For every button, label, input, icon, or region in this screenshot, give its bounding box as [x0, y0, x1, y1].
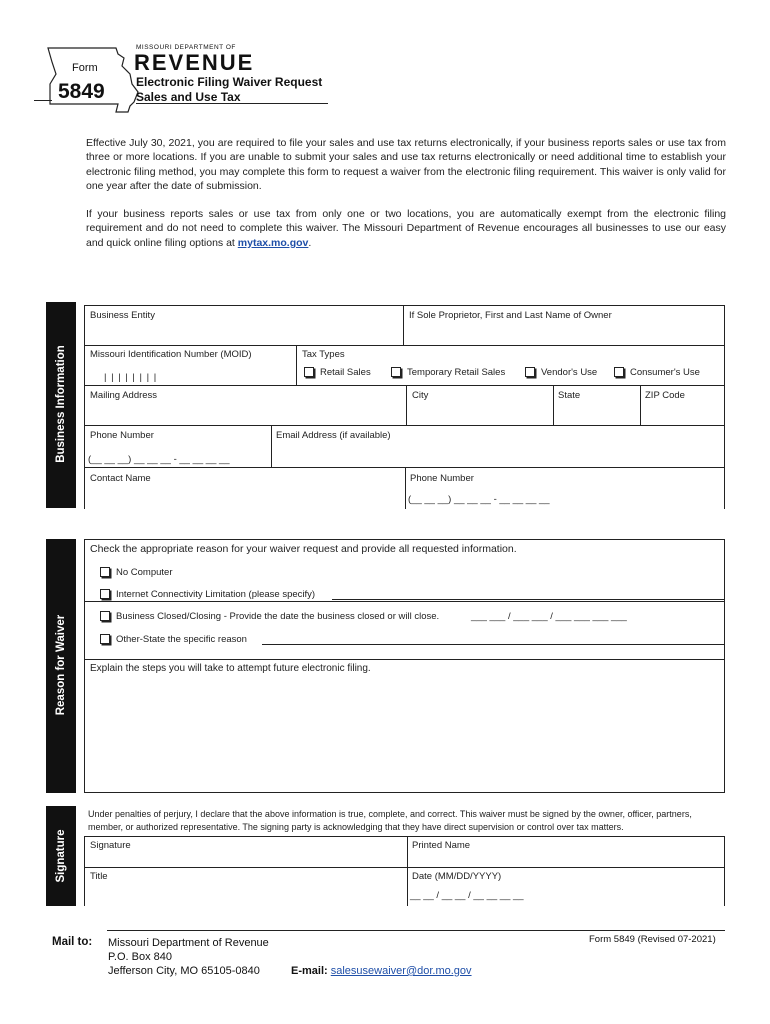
- reason-no-computer[interactable]: [100, 567, 173, 578]
- tax-types-label: Tax Types: [302, 349, 345, 360]
- email-label: Email Address (if available): [276, 430, 391, 441]
- contact-phone-label: Phone Number: [410, 473, 474, 484]
- address-line-1: Missouri Department of Revenue: [108, 937, 269, 949]
- intro-paragraph-2: [86, 207, 726, 250]
- vendors-use-checkbox[interactable]: [525, 367, 535, 377]
- contact-phone-field[interactable]: (__ __ __) __ __ __ - __ __ __ __: [408, 494, 550, 505]
- business-closed-checkbox[interactable]: [100, 611, 110, 621]
- mailing-address-label: Mailing Address: [90, 390, 158, 401]
- contact-name-label: Contact Name: [90, 473, 151, 484]
- form-title: Electronic Filing Waiver Request: [136, 75, 323, 89]
- city-field[interactable]: [407, 402, 552, 424]
- consumers-use-label: Consumer's Use: [630, 367, 700, 378]
- signature-side-label: Signature: [55, 829, 67, 883]
- internet-limitation-checkbox[interactable]: [100, 589, 110, 599]
- business-closed-date[interactable]: ___ ___ / ___ ___ / ___ ___ ___ ___: [471, 611, 627, 622]
- vendors-use-label: Vendor's Use: [541, 367, 598, 378]
- form-word: Form: [72, 62, 98, 74]
- other-reason-line[interactable]: [262, 644, 724, 645]
- owner-name-label: If Sole Proprietor, First and Last Name of Owner: [409, 310, 612, 321]
- business-info-label: Business Information: [55, 345, 67, 463]
- date-label: Date (MM/DD/YYYY): [412, 871, 502, 882]
- explain-field[interactable]: [85, 676, 724, 792]
- signature-sidebar: [46, 806, 76, 906]
- declaration-text: Under penalties of perjury, I declare that the above information is true, complete, and correct. This waiver must be signed by the owner, officer, partners, member, or authorized representative. The signing party is acknowledging that they have direct supervision or control over tax matters.: [88, 809, 692, 832]
- reason-label: Reason for Waiver: [55, 614, 67, 716]
- temporary-retail-checkbox[interactable]: [391, 367, 401, 377]
- business-closed-label: Business Closed/Closing - Provide the date the business closed or will close.: [116, 611, 440, 622]
- internet-limitation-label: Internet Connectivity Limitation (please specify): [116, 589, 316, 600]
- form-number: 5849: [58, 80, 105, 103]
- title-label: Title: [90, 871, 108, 882]
- address-line-2: P.O. Box 840: [108, 951, 173, 963]
- contact-name-field[interactable]: [85, 485, 404, 508]
- consumers-use-checkbox[interactable]: [614, 367, 624, 377]
- reason-business-closed[interactable]: [100, 611, 439, 622]
- title-field[interactable]: [85, 883, 406, 905]
- phone-label: Phone Number: [90, 430, 154, 441]
- mail-to-label: Mail to:: [52, 936, 93, 948]
- moid-field[interactable]: | | | | | | | |: [104, 372, 158, 383]
- owner-name-field[interactable]: [404, 322, 724, 344]
- intro-p2-text: If your business reports sales or use tax from only one or two locations, you are automatically exempt from the electronic filing requirement and do not need to complete this waiver. The Missouri Department of Revenue encourages all businesses to use our easy and quick online filing options at: [86, 208, 726, 249]
- other-checkbox[interactable]: [100, 634, 110, 644]
- email-line: [291, 965, 472, 977]
- reason-internet[interactable]: [100, 589, 315, 600]
- state-label: State: [558, 390, 581, 401]
- tax-type-vendor[interactable]: [525, 367, 597, 378]
- moid-label: Missouri Identification Number (MOID): [90, 349, 252, 360]
- reason-other[interactable]: [100, 634, 247, 645]
- email-field[interactable]: [272, 442, 724, 466]
- signature-label: Signature: [90, 840, 131, 851]
- mytax-link[interactable]: mytax.mo.gov: [237, 236, 309, 249]
- retail-sales-label: Retail Sales: [320, 367, 371, 378]
- city-label: City: [412, 390, 429, 401]
- zip-label: ZIP Code: [645, 390, 685, 401]
- explain-label: Explain the steps you will take to attempt future electronic filing.: [90, 663, 371, 674]
- intro-paragraph-1: Effective July 30, 2021, you are required to file your sales and use tax returns electronically, if your business reports sales or use tax from three or more locations. If you are unable to submit your sales and use tax returns electronically or need additional time to establish your electronic filing method, you may complete this form to request a waiver from the electronic filing requirement. This waiver is only valid for one year after the date of submission.: [86, 137, 726, 193]
- temporary-retail-label: Temporary Retail Sales: [407, 367, 506, 378]
- other-label: Other-State the specific reason: [116, 634, 247, 645]
- mailing-address-field[interactable]: [85, 402, 405, 424]
- business-info-sidebar: [46, 302, 76, 508]
- email-contact-link[interactable]: salesusewaiver@dor.mo.gov: [330, 965, 472, 977]
- no-computer-checkbox[interactable]: [100, 567, 110, 577]
- footer-divider: [107, 930, 725, 931]
- state-field[interactable]: [554, 402, 639, 424]
- date-field[interactable]: __ __ / __ __ / __ __ __ __: [410, 890, 524, 901]
- tax-type-temporary[interactable]: [391, 367, 505, 378]
- phone-field[interactable]: (__ __ __) __ __ __ - __ __ __ __: [88, 454, 230, 465]
- tax-type-retail[interactable]: [304, 367, 371, 378]
- printed-name-label: Printed Name: [412, 840, 471, 851]
- form-subtitle: Sales and Use Tax: [136, 90, 241, 104]
- form-revision: Form 5849 (Revised 07-2021): [589, 934, 716, 945]
- printed-name-field[interactable]: [408, 852, 724, 866]
- form-number-underline: [34, 100, 52, 101]
- no-computer-label: No Computer: [116, 567, 173, 578]
- title-underline: [136, 103, 328, 104]
- business-entity-label: Business Entity: [90, 310, 155, 321]
- internet-specify-line[interactable]: [332, 599, 724, 600]
- email-contact-label: E-mail:: [291, 965, 328, 977]
- address-line-3: Jefferson City, MO 65105-0840: [108, 965, 260, 977]
- intro-p2-end: .: [308, 236, 312, 249]
- agency-logo-text: REVENUE: [134, 50, 255, 75]
- tax-type-consumer[interactable]: [614, 367, 700, 378]
- business-entity-field[interactable]: [85, 322, 402, 344]
- agency-small: MISSOURI DEPARTMENT OF: [136, 44, 236, 51]
- reason-sidebar: [46, 539, 76, 793]
- reason-heading: Check the appropriate reason for your waiver request and provide all requested information.: [90, 543, 517, 555]
- zip-field[interactable]: [641, 402, 724, 424]
- retail-sales-checkbox[interactable]: [304, 367, 314, 377]
- signature-field[interactable]: [85, 852, 406, 866]
